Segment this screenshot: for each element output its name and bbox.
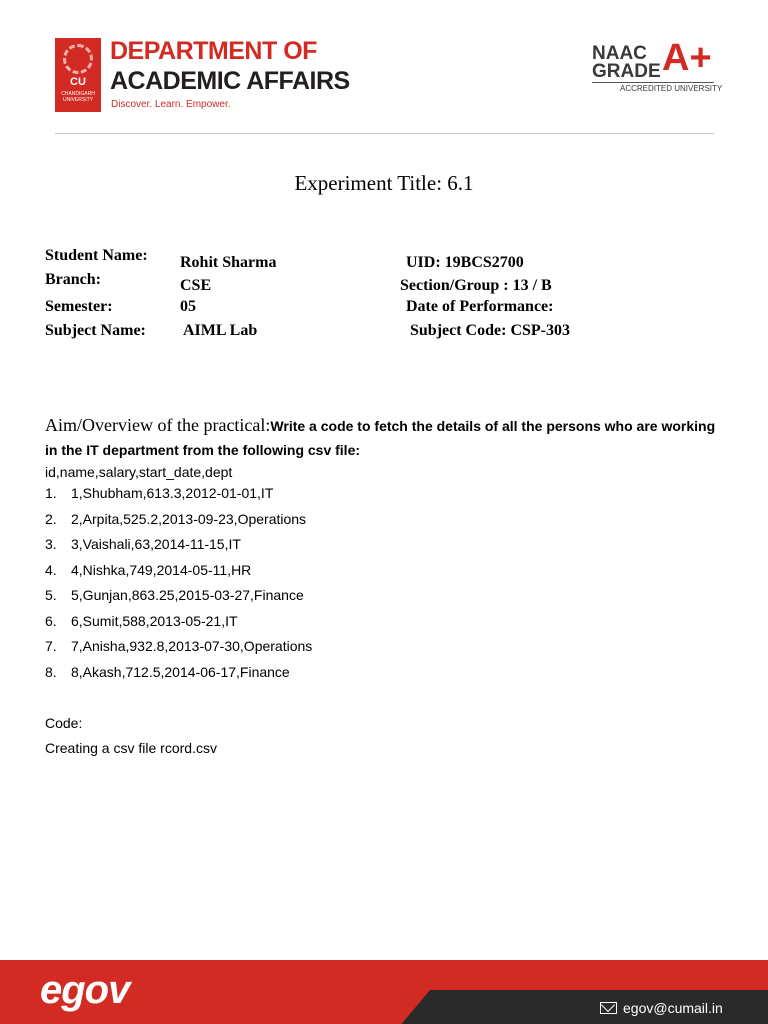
row-text: 7,Anisha,932.8,2013-07-30,Operations xyxy=(71,638,313,654)
logo-text: CU xyxy=(70,76,86,88)
seal-icon xyxy=(63,44,93,74)
naac-divider xyxy=(592,82,714,83)
csv-row xyxy=(45,637,312,663)
row-number: 1. xyxy=(45,485,57,501)
csv-row xyxy=(45,612,312,638)
row-text: 8,Akash,712.5,2014-06-17,Finance xyxy=(71,663,290,680)
csv-row xyxy=(45,535,312,561)
aim-heading: Aim/Overview of the practical: xyxy=(45,415,271,435)
grade-value: A+ xyxy=(662,37,712,79)
row-number: 2. xyxy=(45,510,57,527)
grade-label: GRADE xyxy=(592,61,661,82)
department-title-line1: DEPARTMENT OF xyxy=(110,37,317,65)
subject-name-value: AIML Lab xyxy=(183,322,258,339)
row-text: 5,Gunjan,863.25,2015-03-27,Finance xyxy=(71,587,304,603)
student-name-label: Student Name: xyxy=(45,247,148,264)
semester-label: Semester: xyxy=(45,298,113,315)
accredited-label: ACCREDITED UNIVERSITY xyxy=(620,84,723,93)
student-name-value: Rohit Sharma xyxy=(180,254,277,271)
university-logo xyxy=(55,38,101,112)
branch-value: CSE xyxy=(180,277,212,294)
logo-subtext: CHANDIGARH UNIVERSITY xyxy=(61,91,95,103)
section-group: Section/Group : 13 / B xyxy=(400,277,552,294)
csv-row xyxy=(45,561,312,587)
subject-name-label: Subject Name: xyxy=(45,322,146,339)
row-text: 6,Sumit,588,2013-05-21,IT xyxy=(71,612,238,629)
mail-icon xyxy=(600,1002,617,1014)
subject-code: Subject Code: CSP-303 xyxy=(410,322,570,339)
row-number: 8. xyxy=(45,663,57,680)
row-number: 4. xyxy=(45,561,57,578)
csv-list xyxy=(45,484,312,688)
csv-row xyxy=(45,663,312,689)
row-number: 3. xyxy=(45,536,57,552)
naac-label: NAAC xyxy=(592,43,647,64)
date-of-performance: Date of Performance: xyxy=(406,298,554,315)
semester-value: 05 xyxy=(180,298,196,315)
department-title-line2: ACADEMIC AFFAIRS xyxy=(110,67,350,95)
row-number: 7. xyxy=(45,638,57,654)
csv-header: id,name,salary,start_date,dept xyxy=(45,464,233,480)
row-number: 6. xyxy=(45,612,57,629)
row-text: 2,Arpita,525.2,2013-09-23,Operations xyxy=(71,510,307,527)
experiment-title: Experiment Title: 6.1 xyxy=(294,171,474,195)
egov-logo: egov xyxy=(40,968,130,1012)
row-text: 4,Nishka,749,2014-05-11,HR xyxy=(71,561,252,578)
aim-paragraph xyxy=(45,414,730,463)
aim-text: Write a code to fetch the details of all the persons who are working in the IT department from the following csv file: xyxy=(45,418,716,458)
row-text: 1,Shubham,613.3,2012-01-01,IT xyxy=(71,485,274,501)
footer-email: egov@cumail.in xyxy=(623,1000,723,1016)
code-label: Code: xyxy=(45,715,83,731)
page-footer xyxy=(0,960,768,1024)
row-number: 5. xyxy=(45,587,57,603)
uid: UID: 19BCS2700 xyxy=(406,254,524,271)
code-description: Creating a csv file rcord.csv xyxy=(45,740,217,756)
tagline: Discover. Learn. Empower. xyxy=(111,99,231,110)
csv-row xyxy=(45,510,312,536)
branch-label: Branch: xyxy=(45,271,101,288)
page-header xyxy=(0,0,768,136)
row-text: 3,Vaishali,63,2014-11-15,IT xyxy=(71,536,241,552)
csv-row xyxy=(45,484,312,510)
header-divider xyxy=(55,133,714,134)
csv-row xyxy=(45,586,312,612)
